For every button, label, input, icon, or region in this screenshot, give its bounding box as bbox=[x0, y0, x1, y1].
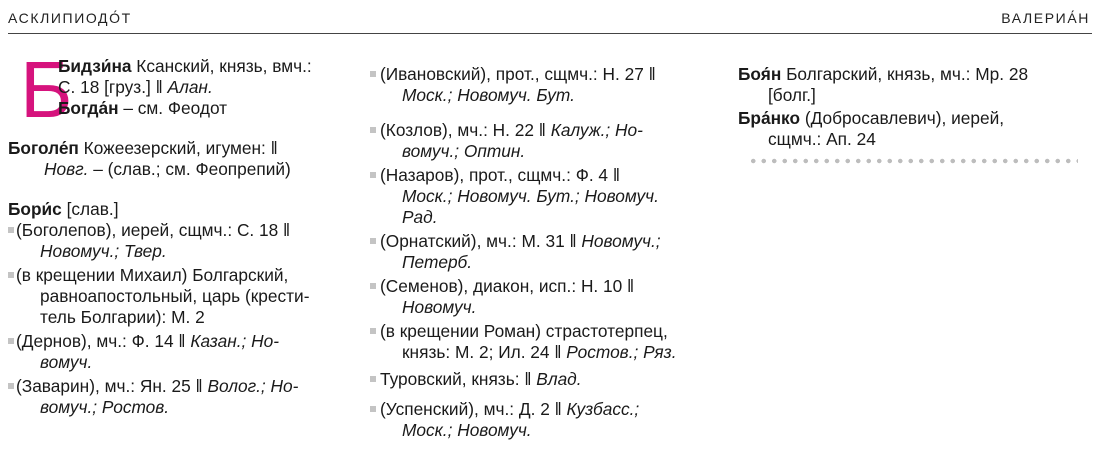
column-1 bbox=[8, 56, 358, 418]
subentry-line: тель Болгарии): М. 2 bbox=[40, 307, 205, 327]
bullet-icon bbox=[370, 283, 376, 289]
entry-boris bbox=[8, 199, 358, 220]
subentry-place: Ростов.; Ряз. bbox=[566, 342, 677, 362]
subentry-line: (Боголепов), иерей, сщмч.: С. 18 ‖ bbox=[16, 220, 291, 240]
subentry bbox=[370, 399, 715, 441]
bullet-icon bbox=[370, 238, 376, 244]
headword: Богда́н bbox=[58, 98, 119, 118]
subentry bbox=[8, 376, 358, 418]
headword: Бори́с bbox=[8, 199, 62, 219]
bullet-icon bbox=[370, 127, 376, 133]
subentry-line: Моск.; Новомуч. bbox=[402, 420, 532, 440]
bullet-icon bbox=[370, 406, 376, 412]
subentry-line bbox=[16, 376, 358, 397]
entry-text: Болгарский, князь, мч.: Мр. 28 bbox=[781, 64, 1029, 84]
entry-bidzina-cont bbox=[8, 77, 358, 98]
subentry-text: (Заварин), мч.: Ян. 25 ‖ bbox=[16, 376, 208, 396]
entry-text: [слав.] bbox=[61, 199, 119, 219]
header-right-word: ВАЛЕРИА́Н bbox=[1001, 10, 1090, 26]
dotted-separator bbox=[748, 158, 1078, 164]
entry-text: – см. Феодот bbox=[118, 98, 228, 118]
subentry bbox=[370, 321, 715, 363]
subentry-line: Новомуч.; Твер. bbox=[40, 241, 167, 261]
entry-place: Алан. bbox=[167, 77, 213, 97]
entry-bidzina-block bbox=[8, 56, 358, 125]
bullet-icon bbox=[370, 71, 376, 77]
column-2 bbox=[370, 64, 715, 441]
entry-bidzina bbox=[8, 56, 358, 77]
running-header bbox=[8, 0, 1092, 34]
bullet-icon bbox=[8, 383, 14, 389]
headword: Бидзи́на bbox=[58, 56, 132, 76]
subentry-place: Казан.; Но- bbox=[190, 331, 280, 351]
entry-branko-cont: сщмч.: Ап. 24 bbox=[768, 129, 876, 149]
bullet-icon bbox=[370, 172, 376, 178]
subentry bbox=[8, 331, 358, 373]
entry-text: (Добросавлевич), иерей, bbox=[800, 108, 1005, 128]
subentry bbox=[370, 231, 715, 273]
entry-text: Ксанский, князь, вмч.: bbox=[131, 56, 312, 76]
subentry bbox=[370, 64, 715, 106]
subentry-line: Новомуч. bbox=[402, 297, 477, 317]
subentry-line bbox=[380, 369, 715, 390]
subentry-line: равноапостольный, царь (крести- bbox=[40, 286, 310, 306]
subentry-place: Кузбасс.; bbox=[566, 399, 640, 419]
entry-branko bbox=[738, 108, 1083, 129]
header-left-word: АСКЛИПИОДО́Т bbox=[8, 10, 132, 26]
subentry bbox=[370, 120, 715, 162]
drop-cap-letter: Б bbox=[20, 56, 73, 125]
subentry-text: (Успенский), мч.: Д. 2 ‖ bbox=[380, 399, 567, 419]
subentry-line bbox=[16, 331, 358, 352]
entry-text: С. 18 [груз.] ‖ bbox=[58, 77, 168, 97]
entry-bogolep bbox=[8, 138, 358, 159]
subentry-place: Влад. bbox=[536, 369, 582, 389]
subentry-line bbox=[380, 120, 715, 141]
subentry bbox=[370, 369, 715, 390]
subentry bbox=[370, 165, 715, 228]
subentry-line: (в крещении Михаил) Болгарский, bbox=[16, 265, 289, 285]
bullet-icon bbox=[370, 376, 376, 382]
subentry bbox=[8, 220, 358, 262]
entry-bogolep-cont bbox=[8, 159, 358, 180]
headword: Бра́нко bbox=[738, 108, 801, 128]
bullet-icon bbox=[8, 227, 14, 233]
subentry-line: Рад. bbox=[402, 207, 438, 227]
subentry-text: (Козлов), мч.: Н. 22 ‖ bbox=[380, 120, 551, 140]
subentry-line: (Ивановский), прот., сщмч.: Н. 27 ‖ bbox=[380, 64, 656, 84]
entry-text: – (слав.; см. Феопрепий) bbox=[88, 159, 291, 179]
subentry-line bbox=[402, 342, 715, 363]
subentry bbox=[8, 265, 358, 328]
subentry-line: (Семенов), диакон, исп.: Н. 10 ‖ bbox=[380, 276, 635, 296]
subentry-place: Калуж.; Но- bbox=[550, 120, 643, 140]
subentry-text: князь: М. 2; Ил. 24 ‖ bbox=[402, 342, 567, 362]
entry-bogdan bbox=[8, 98, 358, 119]
subentry-line: (в крещении Роман) страстотерпец, bbox=[380, 321, 668, 341]
subentry-line: Моск.; Новомуч. Бут.; Новомуч. bbox=[402, 186, 659, 206]
entry-place: Новг. bbox=[44, 159, 89, 179]
entry-boyan bbox=[738, 64, 1083, 85]
bullet-icon bbox=[8, 338, 14, 344]
subentry-line: вомуч.; Оптин. bbox=[402, 141, 526, 161]
subentry-line: вомуч. bbox=[40, 352, 93, 372]
subentry-line: вомуч.; Ростов. bbox=[40, 397, 170, 417]
subentry-text: (Орнатский), мч.: М. 31 ‖ bbox=[380, 231, 582, 251]
subentry-line bbox=[380, 399, 715, 420]
subentry-text: (Дернов), мч.: Ф. 14 ‖ bbox=[16, 331, 191, 351]
subentry-place: Волог.; Но- bbox=[207, 376, 299, 396]
bullet-icon bbox=[370, 328, 376, 334]
subentry-line: (Назаров), прот., сщмч.: Ф. 4 ‖ bbox=[380, 165, 620, 185]
headword: Боя́н bbox=[738, 64, 782, 84]
subentry-text: Туровский, князь: ‖ bbox=[380, 369, 537, 389]
entry-text: Кожеезерский, игумен: ‖ bbox=[78, 138, 278, 158]
subentry bbox=[370, 276, 715, 318]
column-3 bbox=[738, 64, 1083, 164]
entry-boyan-cont: [болг.] bbox=[768, 85, 816, 105]
headword: Боголе́п bbox=[8, 138, 79, 158]
subentry-line: Петерб. bbox=[402, 252, 473, 272]
bullet-icon bbox=[8, 272, 14, 278]
subentry-place: Новомуч.; bbox=[581, 231, 661, 251]
subentry-line: Моск.; Новомуч. Бут. bbox=[402, 85, 575, 105]
subentry-line bbox=[380, 231, 715, 252]
